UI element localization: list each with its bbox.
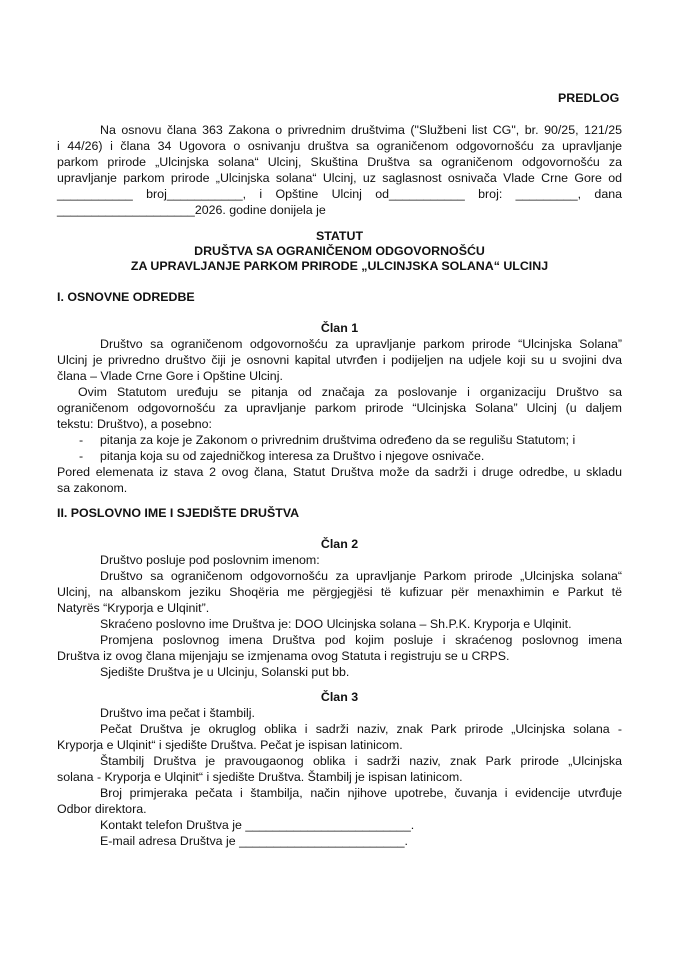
preamble-line: Na osnovu člana 363 Zakona o privrednim društvima ("Službeni list CG", br. 90/25, 121/25 <box>100 123 622 137</box>
article-line: Društvo sa ograničenom odgovornošću za upravljanje parkom prirode “Ulcinjska Solana” <box>100 337 622 351</box>
article-line: Kryporja e Ulqinit“ i sjedište Društva. Pečat je ispisan latinicom. <box>57 738 403 752</box>
section-heading: I. OSNOVNE ODREDBE <box>57 290 195 304</box>
article-line: solana - Kryporja e Ulqinit“ i sjedište Društva. Štambilj je ispisan latinicom. <box>57 770 463 784</box>
contact-phone-line: Kontakt telefon Društva je ________________________. <box>100 818 415 832</box>
document-title: STATUT <box>315 229 364 243</box>
article-line: Pečat Društva je okruglog oblika i sadrži naziv, znak Park prirode „Ulcinjska solana - <box>100 722 622 736</box>
article-heading: Član 3 <box>320 690 359 704</box>
article-heading: Član 1 <box>320 321 359 335</box>
article-line: Promjena poslovnog imena Društva pod kojim posluje i skraćenog poslovnog imena <box>100 633 622 647</box>
article-line: ograničenom odgovornošću za upravljanje parkom prirode “Ulcinjska Solana” Ulcinj (u daljem <box>57 401 622 415</box>
document-subtitle: DRUŠTVA SA OGRANIČENOM ODGOVORNOŠĆU <box>194 244 485 258</box>
preamble-line: parkom prirode „Ulcinjska solana“ Ulcinj, Skuština Društva sa ograničenom odgovornošću za <box>57 155 622 169</box>
article-line: Društvo sa ograničenom odgovornošću za upravljanje Parkom prirode „Ulcinjska solana“ <box>100 569 622 583</box>
preamble-line: upravljanje parkom prirode „Ulcinjska solana“ Ulcinj, uz saglasnost osnivača Vlade Crne Gore od <box>57 171 622 185</box>
article-line: Društvo posluje pod poslovnim imenom: <box>100 553 320 567</box>
list-bullet: - <box>79 433 84 447</box>
article-heading: Član 2 <box>320 537 359 551</box>
preamble-line: ___________ broj___________, i Opštine Ulcinj od___________ broj: _________, dana <box>57 187 622 201</box>
article-line: Štambilj Društva je pravougaonog oblika i sadrži naziv, znak Park prirode „Ulcinjska <box>100 754 622 768</box>
article-line: člana – Vlade Crne Gore i Opštine Ulcinj. <box>57 369 283 383</box>
section-heading: II. POSLOVNO IME I SJEDIŠTE DRUŠTVA <box>57 506 300 520</box>
document-subtitle: ZA UPRAVLJANJE PARKOM PRIRODE „ULCINJSKA SOLANA“ ULCINJ <box>130 259 549 273</box>
article-line: Ovim Statutom uređuju se pitanja od značaja za poslovanje i organizaciju Društvo sa <box>78 385 622 399</box>
article-line: tekstu: Društvo), a posebno: <box>57 417 212 431</box>
article-line: Skraćeno poslovno ime Društva je: DOO Ulcinjska solana – Sh.P.K. Kryporja e Ulqinit. <box>100 617 572 631</box>
preamble-line: ____________________2026. godine donijela je <box>57 203 326 217</box>
article-line: Sjedište Društva je u Ulcinju, Solanski put bb. <box>100 665 350 679</box>
preamble-line: i 44/26) i člana 34 Ugovora o osnivanju društva sa ograničenom odgovornošću za upravljanje <box>57 139 622 153</box>
article-line: Društva iz ovog člana mijenjaju se izmjenama ovog Statuta i registruju se u CRPS. <box>57 649 510 663</box>
proposal-label: PREDLOG <box>558 91 620 105</box>
contact-email-line: E-mail adresa Društva je ________________________. <box>100 834 408 848</box>
article-line: Odbor direktora. <box>57 802 147 816</box>
article-line: Ulcinj je privredno društvo čiji je osnovni kapital utvrđen i podijeljen na udjele koji su u svojini dva <box>57 353 622 367</box>
list-item: pitanja koja su od zajedničkog interesa za Društvo i njegove osnivače. <box>100 449 485 463</box>
article-line: Ulcinj, na albanskom jeziku Shoqëria me përgjegjësi të kufizuar për menaxhimin e Parkut të <box>57 585 622 599</box>
article-line: Društvo ima pečat i štambilj. <box>100 706 255 720</box>
list-bullet: - <box>79 449 84 463</box>
list-item: pitanja za koje je Zakonom o privrednim društvima određeno da se regulišu Statutom; i <box>100 433 576 447</box>
article-line: sa zakonom. <box>57 481 128 495</box>
article-line: Broj primjeraka pečata i štambilja, način njihove upotrebe, čuvanja i evidencije utvrđuje <box>100 786 622 800</box>
article-line: Pored elemenata iz stava 2 ovog člana, Statut Društva može da sadrži i druge odredbe, u skladu <box>57 465 622 479</box>
article-line: Natyrës “Kryporja e Ulqinit”. <box>57 601 210 615</box>
